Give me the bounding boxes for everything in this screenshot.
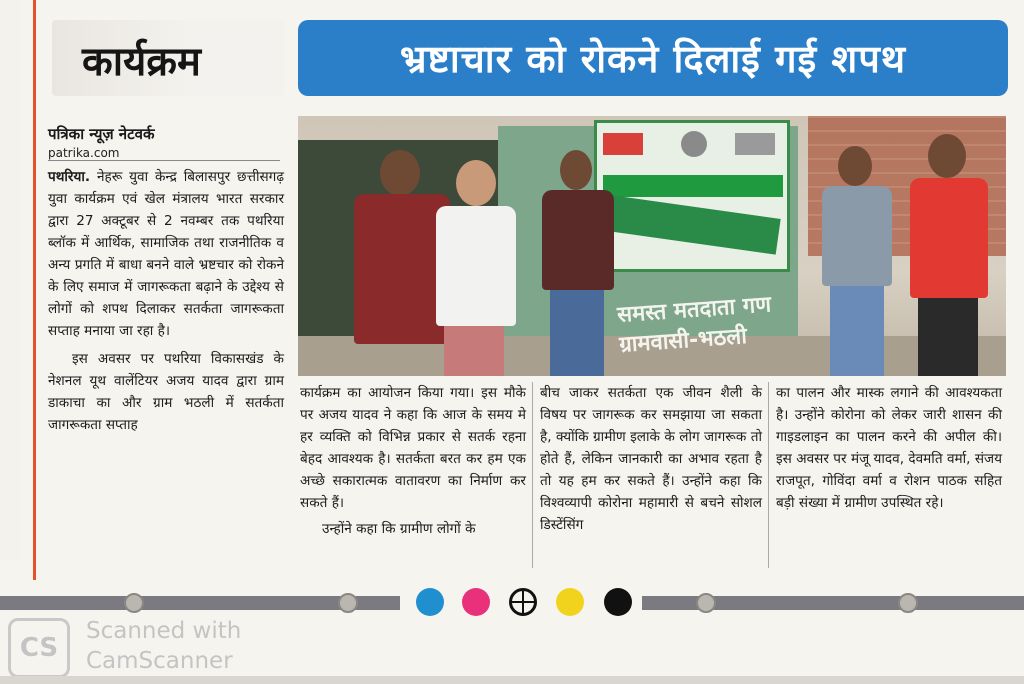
section-label-text: कार्यक्रम bbox=[82, 39, 201, 85]
registration-target-icon bbox=[509, 588, 537, 616]
registration-pin bbox=[338, 593, 358, 613]
byline-site: patrika.com bbox=[48, 146, 120, 160]
paragraph-text: नेहरू युवा केन्द्र बिलासपुर छत्तीसगढ़ युवा कार्यक्रम एवं खेल मंत्रालय भारत सरकार द्वारा 27 अक्टूबर से 2 नवम्बर तक पथरिया ब्लॉक में आर्थिक, सामाजिक तथा राजनीतिक व अन्य प्रगति में बाधा बनने वाले भ्रष्टचार को रोकने के लिए समाज में जागरूकता बढ़ाने के उद्देश्य से लोगों को शपथ दिलाकर सतर्कता जागरूकता सप्ताह मनाया जा रहा है। bbox=[48, 169, 284, 339]
article-paragraph: बीच जाकर सतर्कता एक जीवन शैली के विषय पर जागरूक कर समझाया जा सकता है, क्योंकि ग्रामीण इलाके के लोग जागरूक तो होते हैं, लेकिन जानकारी का अभाव रहता है तो यह हम कर सकते हैं। उन्होंने कहा कि विश्वव्यापी कोरोना महामारी से बचने सोशल डिस्टेंसिंग bbox=[540, 385, 762, 533]
watermark-line-2: CamScanner bbox=[86, 648, 233, 674]
section-label bbox=[52, 20, 284, 96]
photo-wall-text: समस्त मतदाता गण ग्रामवासी-भठली bbox=[616, 292, 772, 358]
photo-banner bbox=[594, 120, 790, 272]
watermark-line-1: Scanned with bbox=[86, 618, 242, 644]
article-paragraph: उन्होंने कहा कि ग्रामीण लोगों के bbox=[322, 521, 476, 537]
page-bottom-edge bbox=[0, 676, 1024, 684]
previous-column-edge bbox=[0, 0, 20, 560]
article-column-4 bbox=[776, 382, 1002, 514]
red-column-rule bbox=[33, 0, 36, 580]
headline-banner bbox=[298, 20, 1008, 96]
headline-text: भ्रष्टाचार को रोकने दिलाई गई शपथ bbox=[399, 37, 907, 81]
next-column-edge bbox=[1006, 0, 1024, 560]
dateline: पथरिया. bbox=[48, 169, 91, 185]
person-3 bbox=[536, 150, 620, 376]
column-divider bbox=[768, 382, 769, 568]
byline-divider bbox=[48, 160, 280, 161]
column-divider bbox=[532, 382, 533, 568]
person-5 bbox=[902, 134, 994, 376]
article-column-3 bbox=[540, 382, 762, 536]
article-paragraph: कार्यक्रम का आयोजन किया गया। इस मौके पर अजय यादव ने कहा कि आज के समय मे हर व्यक्ति को विभिन्न प्रकार से सतर्क रहना बेहद आवश्यक है। सतर्कता बरत कर हम एक अच्छे सकारात्मक वातावरण का निर्माण कर सकते हैं। bbox=[300, 385, 526, 511]
magenta-swatch bbox=[462, 588, 490, 616]
article-paragraph: का पालन और मास्क लगाने की आवश्यकता है। उन्होंने कोरोना को लेकर जारी शासन की गाइडलाइन का पालन करने की अपील की। इस अवसर पर मंजू यादव, देवमति वर्मा, संजय राजपूत, गोविंदा वर्मा व रोशन पाठक सहित बड़ी संख्या में ग्रामीण उपस्थित रहे। bbox=[776, 385, 1002, 511]
registration-pin bbox=[124, 593, 144, 613]
camscanner-logo-text: CS bbox=[19, 633, 59, 663]
byline-org: पत्रिका न्यूज़ नेटवर्क bbox=[48, 125, 155, 143]
camscanner-logo-icon bbox=[8, 618, 70, 678]
scanner-watermark bbox=[86, 616, 241, 676]
news-photo bbox=[298, 116, 1006, 376]
cyan-swatch bbox=[416, 588, 444, 616]
person-4 bbox=[816, 146, 896, 376]
article-paragraph bbox=[48, 166, 284, 342]
yellow-swatch bbox=[556, 588, 584, 616]
article-paragraph: इस अवसर पर पथरिया विकासखंड के नेशनल यूथ वालेंटियर अजय यादव द्वारा ग्राम डाकाचा का और ग्राम भठली में सतर्कता जागरूकता सप्ताह bbox=[48, 351, 284, 433]
black-swatch bbox=[604, 588, 632, 616]
article-column-2 bbox=[300, 382, 526, 540]
registration-pin bbox=[696, 593, 716, 613]
byline bbox=[48, 124, 280, 160]
article-column-1 bbox=[48, 166, 284, 436]
person-2 bbox=[424, 160, 534, 376]
registration-pin bbox=[898, 593, 918, 613]
